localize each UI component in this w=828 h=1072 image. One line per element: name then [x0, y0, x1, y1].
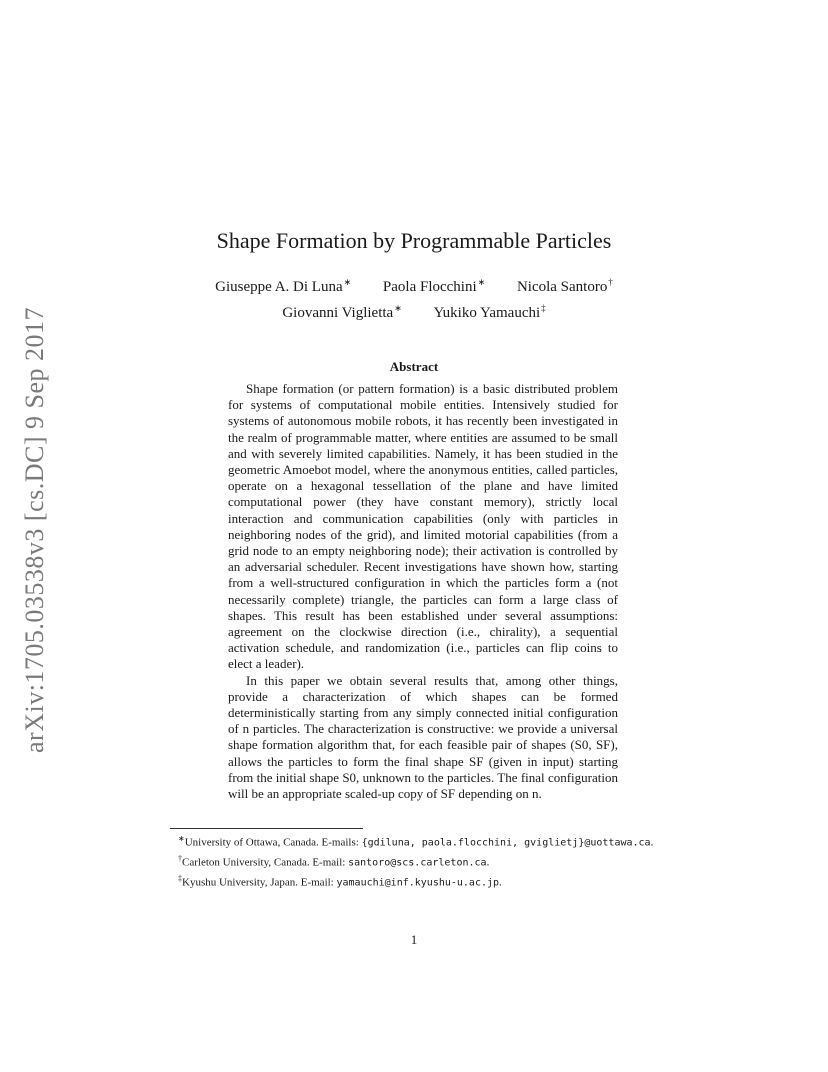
footnote: †Carleton University, Canada. E-mail: santoro@scs.carleton.ca.	[178, 854, 490, 869]
abstract-body	[228, 381, 618, 802]
author-row-1	[0, 277, 828, 296]
footnotes	[170, 831, 658, 891]
author: Nicola Santoro†	[516, 277, 613, 295]
author: Giovanni Viglietta∗	[282, 303, 402, 321]
footnote: ∗University of Ottawa, Canada. E-mails: {gdiluna, paola.flocchini, gviglietj}@uottawa.ca.	[178, 834, 654, 849]
email-link[interactable]: santoro@scs.carleton.ca	[348, 857, 487, 869]
author: Paola Flocchini∗	[382, 277, 486, 295]
abstract-paragraph-2: In this paper we obtain several results that, among other things, provide a characterization of which shapes can be formed deterministically starting from any simply connected initial configuration of n particles. The characterization is constructive: we provide a universal shape formation algorithm that, for each feasible pair of shapes (S0, SF), allows the particles to form the final shape SF (given in input) starting from the initial shape S0, unknown to the particles. The final configuration will be an appropriate scaled-up copy of SF depending on n.	[228, 672, 618, 802]
footnote: ‡Kyushu University, Japan. E-mail: yamauchi@inf.kyushu-u.ac.jp.	[178, 874, 502, 889]
abstract-paragraph-1: Shape formation (or pattern formation) is a basic distributed problem for systems of computational mobile entities. Intensively studied for systems of autonomous mobile robots, it has recently been investigated in the realm of programmable matter, where entities are assumed to be small and with severely limited capabilities. Namely, it has been studied in the geometric Amoebot model, where the anonymous entities, called particles, operate on a hexagonal tessellation of the plane and have limited computational power (they have constant memory), strictly local interaction and communication capabilities (only with particles in neighboring nodes of the grid), and limited motorial capabilities (from a grid node to an empty neighboring node); their activation is controlled by an adversarial scheduler. Recent investigations have shown how, starting from a well-structured configuration in which the particles form a (not necessarily complete) triangle, the particles can form a large class of shapes. This result has been established under several assumptions: agreement on the clockwise direction (i.e., chirality), a sequential activation schedule, and randomization (i.e., particles can flip coins to elect a leader).	[228, 381, 618, 672]
author: Yukiko Yamauchi‡	[433, 303, 546, 321]
page-number: 1	[410, 932, 418, 947]
email-link[interactable]: {gdiluna, paola.flocchini, gviglietj}@uottawa.ca	[361, 837, 651, 849]
footnote-rule	[170, 828, 363, 829]
author: Giuseppe A. Di Luna∗	[215, 277, 352, 295]
arxiv-identifier-text: arXiv:1705.03538v3 [cs.DC] 9 Sep 2017	[20, 306, 50, 754]
author-row-2	[0, 303, 828, 322]
paper-title: Shape Formation by Programmable Particles	[216, 228, 612, 253]
abstract-heading: Abstract	[389, 359, 439, 374]
email-link[interactable]: yamauchi@inf.kyushu-u.ac.jp	[336, 877, 500, 889]
